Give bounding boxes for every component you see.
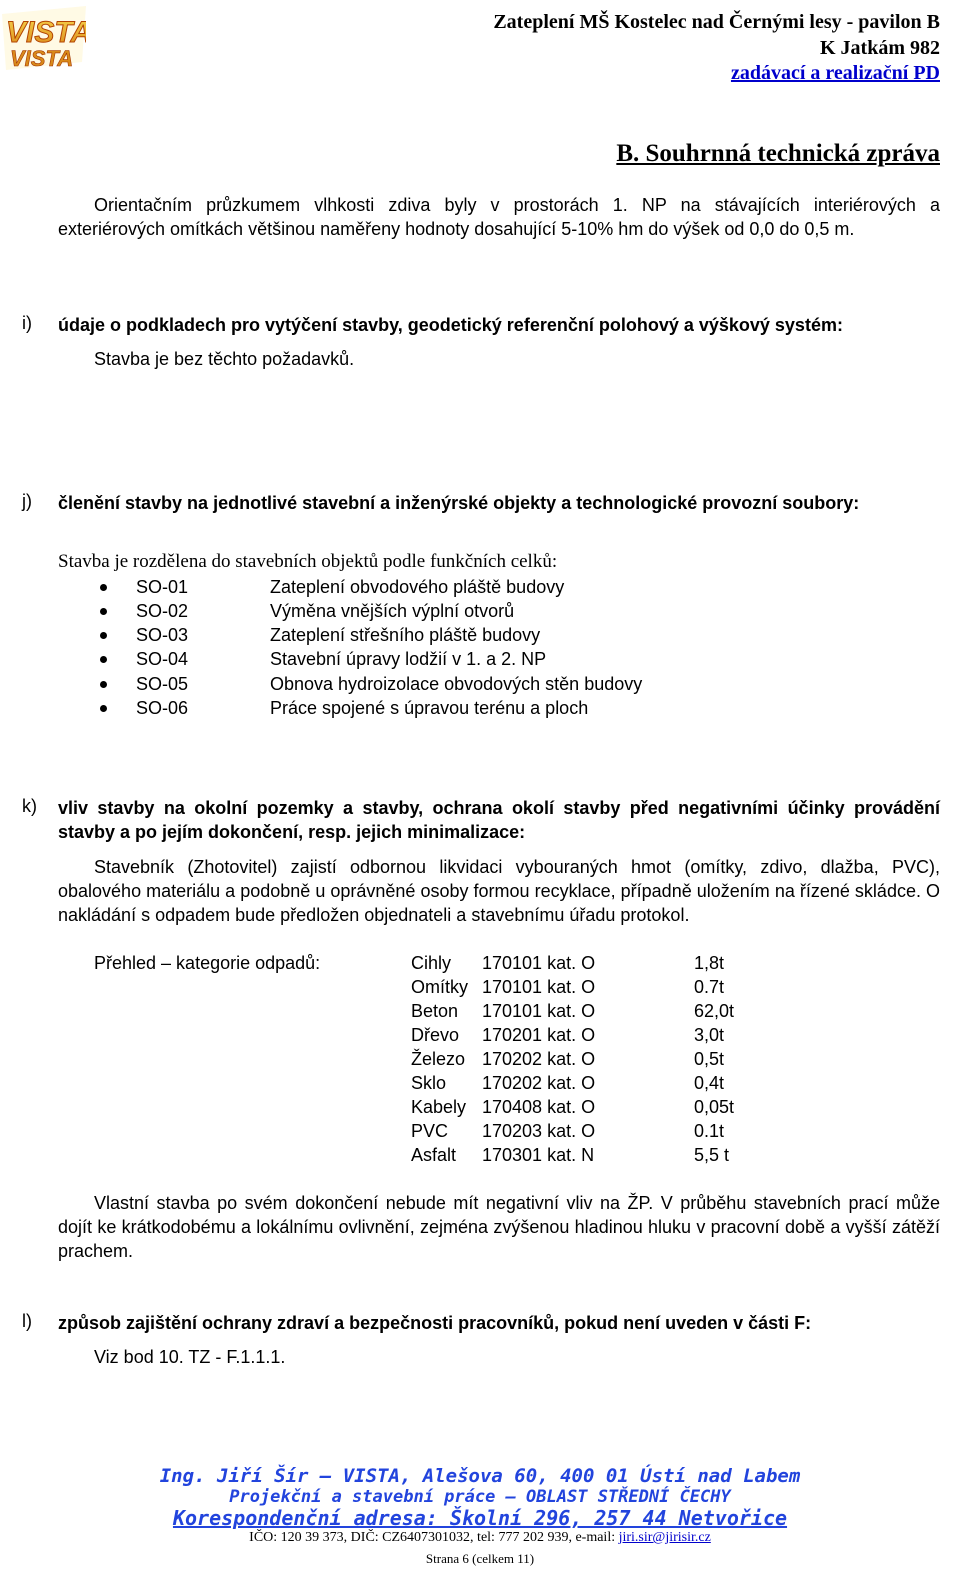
bullet-icon	[100, 681, 107, 688]
object-name: Výměna vnějších výplní otvorů	[270, 601, 515, 621]
section-l-letter: l)	[22, 1311, 32, 1331]
object-code: SO-06	[136, 698, 189, 718]
object-code: SO-02	[136, 601, 189, 621]
waste-code: 170201 kat. O	[482, 1025, 596, 1045]
svg-text:VISTA: VISTA	[6, 16, 86, 49]
section-i-heading: údaje o podkladech pro vytýčení stavby, geodetický referenční polohový a výškový systém:	[58, 315, 843, 335]
section-i-letter: i)	[22, 313, 32, 333]
footer-services-line: Projekční a stavební práce – OBLAST STŘEDNÍ ČECHY	[229, 1487, 731, 1507]
section-j-letter: j)	[22, 491, 32, 511]
bullet-icon	[100, 584, 107, 591]
footer-email-link[interactable]: jiri.sir@jirisir.cz	[618, 1530, 711, 1545]
waste-amount: 0.1t	[694, 1121, 725, 1141]
vista-logo	[2, 6, 86, 76]
object-name: Stavební úpravy lodžií v 1. a 2. NP	[270, 649, 547, 669]
intro-paragraph: Orientačním průzkumem vlhkosti zdiva byly v prostorách 1. NP na stávajících interiérových a exteriérových omítkách většinou naměřeny hodnoty dosahující 5-10% hm do výšek od 0,0 do 0,5 m.	[58, 195, 940, 239]
object-code: SO-03	[136, 625, 189, 645]
footer-contact-line	[0, 1530, 960, 1546]
waste-amount: 1,8t	[694, 953, 725, 973]
waste-code: 170301 kat. N	[482, 1145, 595, 1165]
object-name: Zateplení střešního pláště budovy	[270, 625, 541, 645]
waste-name: Asfalt	[411, 1145, 457, 1165]
waste-amount: 0,5t	[694, 1049, 725, 1069]
waste-code: 170101 kat. O	[482, 977, 596, 997]
waste-amount: 0,05t	[694, 1097, 735, 1117]
bullet-icon	[100, 656, 107, 663]
waste-name: Omítky	[411, 977, 468, 997]
waste-name: Beton	[411, 1001, 459, 1021]
bullet-icon	[100, 632, 107, 639]
section-k-letter: k)	[22, 796, 37, 816]
waste-amount: 5,5 t	[694, 1145, 730, 1165]
waste-name: Cihly	[411, 953, 452, 973]
object-name: Obnova hydroizolace obvodových stěn budovy	[270, 674, 643, 694]
waste-name: Sklo	[411, 1073, 447, 1093]
object-code: SO-01	[136, 577, 189, 597]
section-i-text: Stavba je bez těchto požadavků.	[94, 349, 355, 369]
waste-name: Dřevo	[411, 1025, 460, 1045]
header-address: K Jatkám 982	[820, 37, 940, 59]
waste-label: Přehled – kategorie odpadů:	[94, 953, 321, 973]
svg-text:VISTA: VISTA	[10, 46, 74, 71]
waste-amount: 62,0t	[694, 1001, 735, 1021]
section-k-heading: vliv stavby na okolní pozemky a stavby, ochrana okolí stavby před negativními účinky provádění stavby a po jejím dokončení, resp. jejich minimalizace:	[58, 798, 940, 842]
waste-code: 170101 kat. O	[482, 1001, 596, 1021]
section-title: B. Souhrnná technická zpráva	[616, 140, 940, 167]
waste-code: 170202 kat. O	[482, 1073, 596, 1093]
footer-page-number: Strana 6 (celkem 11)	[425, 1551, 535, 1566]
object-code: SO-05	[136, 674, 189, 694]
bullet-icon	[100, 705, 107, 712]
waste-code: 170408 kat. O	[482, 1097, 596, 1117]
section-k-paragraph-1: Stavebník (Zhotovitel) zajistí odbornou likvidaci vybouraných hmot (omítky, zdivo, dlažba, PVC), obalového materiálu a podobně u oprávněné osoby formou recyklace, případně uložením na řízené skládce. O nakládání s odpadem bude předložen objednateli a stavebnímu úřadu protokol.	[58, 857, 940, 925]
waste-amount: 3,0t	[694, 1025, 725, 1045]
object-name: Práce spojené s úpravou terénu a ploch	[270, 698, 589, 718]
footer-company-line: Ing. Jiří Šír – VISTA, Alešova 60, 400 01 Ústí nad Labem	[159, 1465, 801, 1487]
waste-code: 170203 kat. O	[482, 1121, 596, 1141]
header-project-title: Zateplení MŠ Kostelec nad Černými lesy - pavilon B	[493, 11, 940, 33]
waste-amount: 0,4t	[694, 1073, 725, 1093]
waste-name: Železo	[411, 1049, 466, 1069]
footer-correspondence-line: Korespondenční adresa: Školní 296, 257 44 Netvořice	[172, 1506, 788, 1530]
object-name: Zateplení obvodového pláště budovy	[270, 577, 565, 597]
section-l-text: Viz bod 10. TZ - F.1.1.1.	[94, 1347, 286, 1367]
waste-name: PVC	[411, 1121, 449, 1141]
header-document-type-link[interactable]: zadávací a realizační PD	[730, 62, 940, 84]
object-code: SO-04	[136, 649, 189, 669]
waste-amount: 0.7t	[694, 977, 725, 997]
section-j-heading: členění stavby na jednotlivé stavební a inženýrské objekty a technologické provozní soubory:	[58, 493, 860, 513]
section-j-intro: Stavba je rozdělena do stavebních objektů podle funkčních celků:	[58, 551, 558, 572]
vista-logo-graphic	[2, 6, 86, 76]
waste-code: 170101 kat. O	[482, 953, 596, 973]
waste-name: Kabely	[411, 1097, 467, 1117]
bullet-icon	[100, 608, 107, 615]
section-l-heading: způsob zajištění ochrany zdraví a bezpečnosti pracovníků, pokud není uveden v části F:	[58, 1313, 812, 1333]
footer-contact-details: IČO: 120 39 373, DIČ: CZ6407301032, tel: 777 202 939, e-mail:	[249, 1530, 619, 1545]
section-k-paragraph-2: Vlastní stavba po svém dokončení nebude mít negativní vliv na ŽP. V průběhu stavebních prací může dojít ke krátkodobému a lokálnímu ovlivnění, zejména zvýšenou hladinou hluku v pracovní době a vyšší zátěží prachem.	[58, 1193, 940, 1261]
waste-code: 170202 kat. O	[482, 1049, 596, 1069]
